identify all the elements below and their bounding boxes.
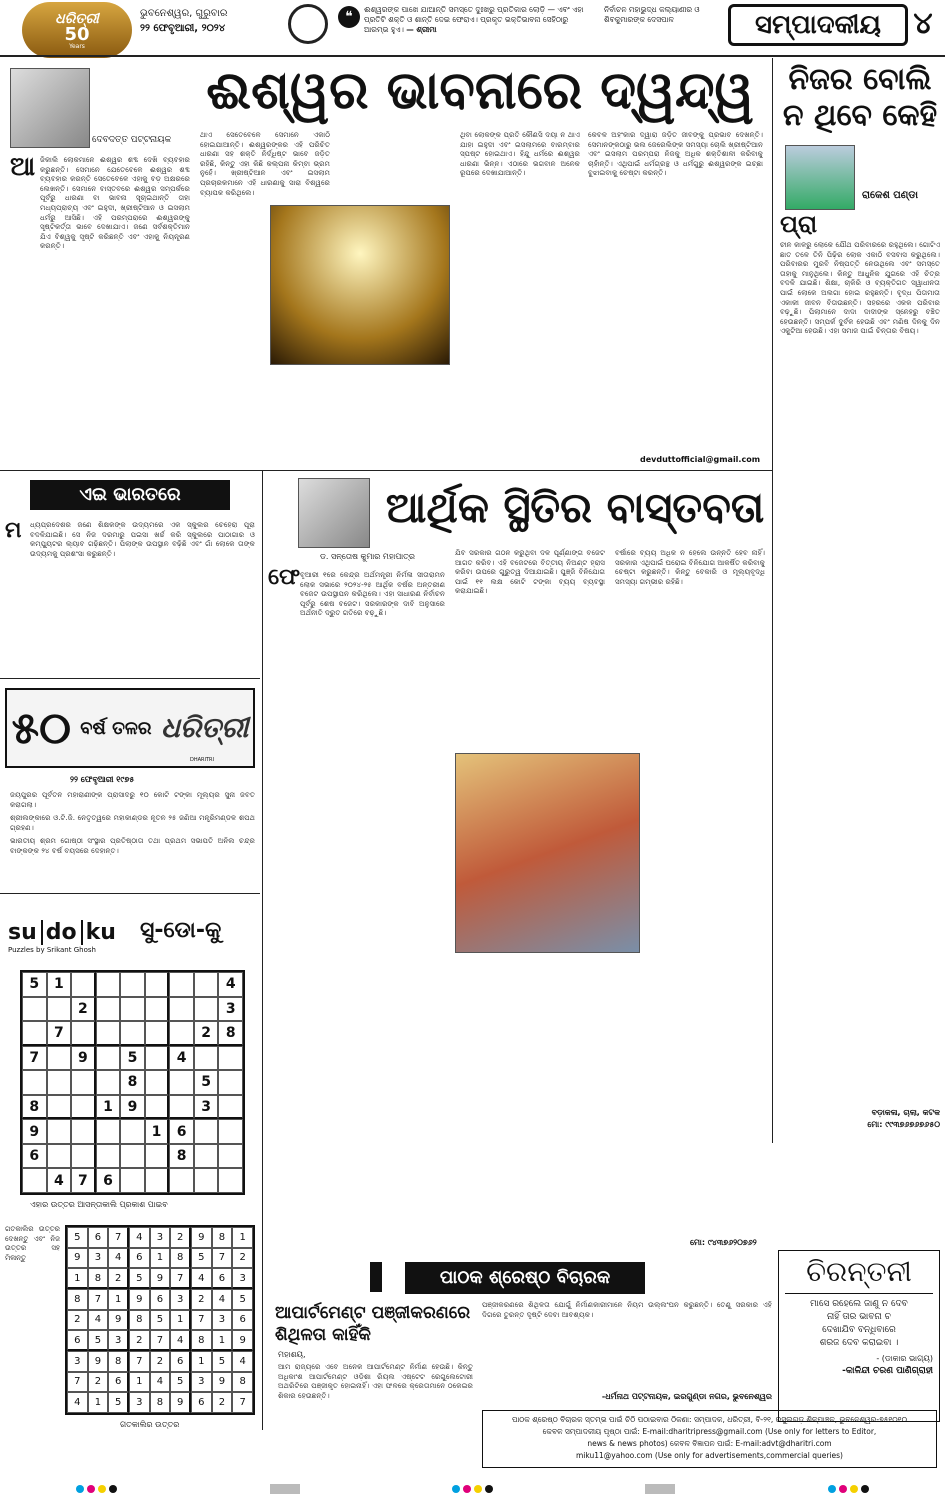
solution-cell: 9 xyxy=(88,1351,109,1372)
sudoku-cell[interactable] xyxy=(71,1070,96,1095)
solution-cell: 5 xyxy=(129,1268,150,1289)
sudoku-cell[interactable]: 8 xyxy=(22,1095,47,1120)
solution-cell: 9 xyxy=(170,1392,191,1413)
sudoku-cell[interactable]: 9 xyxy=(71,1046,96,1071)
solution-cell: 1 xyxy=(150,1248,171,1269)
sudoku-cell[interactable] xyxy=(169,1095,194,1120)
sudoku-cell[interactable]: 8 xyxy=(218,1021,243,1046)
side-dropcap: ପ୍ରା xyxy=(780,210,818,238)
sudoku-answer-note: ଏହାର ଉତ୍ତର ଆସନ୍ତାକାଲି ପ୍ରକାଶ ପାଇବ xyxy=(30,1200,168,1209)
solution-cell: 2 xyxy=(170,1227,191,1248)
date: ୨୨ ଫେବୃଆରୀ, ୨୦୨୪ xyxy=(140,23,226,34)
sudoku-cell[interactable]: 2 xyxy=(71,997,96,1022)
india-box-title: ଏଇ ଭାରତରେ xyxy=(30,480,230,510)
sudoku-cell[interactable] xyxy=(194,1168,219,1193)
solution-cell: 2 xyxy=(88,1372,109,1393)
sudoku-cell[interactable]: 4 xyxy=(218,972,243,997)
solution-cell: 5 xyxy=(108,1392,129,1413)
economy-col-2: ଯିବ ସରକାର ଗଠନ କରୁଥିବା ଦଳ ପୂର୍ଣ୍ଣାଙ୍ଗ ବଜେଟ ଆଗତ କରିବ। ଏହି ବଜେଟରେ ବିତ୍ତୀୟ ନିଅଣ୍ଟ ହ୍ରାସ କରିବା ଉପରେ ଗୁରୁତ୍ୱ ଦିଆଯାଇଛି। ପୁଞ୍ଜି ବିନିଯୋଗ ପାଇଁ ୧୧ ଲକ୍ଷ କୋଟି ଟଙ୍କା ବ୍ୟୟ ବ୍ୟବସ୍ଥା କରାଯାଇଛି। xyxy=(455,548,605,596)
solution-cell: 3 xyxy=(150,1227,171,1248)
sudoku-cell[interactable]: 1 xyxy=(96,1095,121,1120)
sudoku-cell[interactable]: 5 xyxy=(120,1046,145,1071)
solution-cell: 4 xyxy=(191,1268,212,1289)
sudoku-cell[interactable]: 9 xyxy=(22,1119,47,1144)
sudoku-ku: ku xyxy=(81,920,116,945)
sudoku-cell[interactable] xyxy=(22,1021,47,1046)
sudoku-cell[interactable] xyxy=(96,972,121,997)
sudoku-cell[interactable] xyxy=(96,1070,121,1095)
chintani-author: -କାଳିନ୍ଦୀ ଚରଣ ପାଣିଗ୍ରାହୀ xyxy=(842,1366,933,1376)
solution-cell: 7 xyxy=(170,1268,191,1289)
chintani-source: - (ଡାକାର ଭାଗ୍ୟ) xyxy=(876,1354,933,1363)
page-number: ୪ xyxy=(913,6,933,41)
sudoku-solution-side: ଗତକାଲିର ଉତ୍ତର ଦେଖନ୍ତୁ ଏବଂ ନିଜ ଉତ୍ତର ସହ ମିଳାନ୍ତୁ xyxy=(5,1225,60,1262)
economy-author: ଡ. ସନ୍ତୋଷ କୁମାର ମହାପାତ୍ର xyxy=(320,552,415,561)
sudoku-cell[interactable] xyxy=(145,1144,170,1169)
solution-cell: 3 xyxy=(129,1392,150,1413)
solution-cell: 3 xyxy=(191,1372,212,1393)
side-headline xyxy=(780,62,940,134)
rupee-coin-photo xyxy=(455,753,640,953)
gray-mark xyxy=(270,1484,300,1494)
sudoku-cell[interactable] xyxy=(218,1095,243,1120)
solution-cell: 9 xyxy=(232,1330,253,1351)
sudoku-cell[interactable]: 7 xyxy=(71,1168,96,1193)
solution-cell: 1 xyxy=(191,1351,212,1372)
sudoku-cell[interactable] xyxy=(169,972,194,997)
main-col-4: କେବଳ ଅହଂକାର ଦ୍ୱାରା ଜଡ଼ିତ ଜୀବଙ୍କୁ ପ୍ରଭାବ ଦେଖନ୍ତି। ସେମାନଙ୍କଠାରୁ ଭଲ ଜେରେଲିଙ୍କ ସମସ୍ୟା ଚୋଲି ଖ୍ରୀଷ୍ଟିଆନ ଏବଂ ଇସଲାମ ପରମ୍ପରା ନିଜକୁ ଅଧିକ ଶକ୍ତିଶାଳୀ କରିବାକୁ ଚାହାଁନ୍ତି। ଏଥିପାଇଁ ଧର୍ମଗ୍ରନ୍ଥ ଓ ଧର୍ମଗୁରୁ ଈଶ୍ୱରଙ୍କ ଇଚ୍ଛା ବୁଝାଇବାକୁ ଚେଷ୍ଟା କରନ୍ତି। xyxy=(588,130,763,178)
solution-cell: 9 xyxy=(108,1310,129,1331)
sudoku-do: do xyxy=(41,920,77,945)
left-column-divider xyxy=(262,470,263,1430)
economy-col-2b xyxy=(455,960,605,1235)
chintani-line: ମାସେ ରହେଲେ ଜାଣୁ ନ ଦେବ xyxy=(810,1299,908,1309)
sudoku-cell[interactable]: 9 xyxy=(120,1095,145,1120)
side-headline-line1: ନିଜର ବୋଲି xyxy=(788,62,932,97)
solution-cell: 6 xyxy=(191,1392,212,1413)
economy-author-photo xyxy=(298,478,370,548)
solution-cell: 2 xyxy=(232,1248,253,1269)
solution-cell: 3 xyxy=(212,1310,233,1331)
logo-name: ଧରିତ୍ରୀ xyxy=(55,10,99,27)
sudoku-cell[interactable]: 8 xyxy=(120,1070,145,1095)
fifty-brand: ଧରିତ୍ରୀ xyxy=(160,711,249,744)
quote-author: — ଶ୍ରୀମା xyxy=(406,25,437,34)
fifty-years-banner xyxy=(5,688,255,768)
contact-line4: miku11@yahoo.com (Use only for advertisements,commercial queries) xyxy=(575,1451,843,1460)
solution-cell: 1 xyxy=(232,1227,253,1248)
sudoku-cell[interactable] xyxy=(218,1168,243,1193)
fifty-date: ୨୨ ଫେବୃଆରୀ ୧୯୭୫ xyxy=(70,775,135,784)
sudoku-cell[interactable]: 3 xyxy=(218,997,243,1022)
solution-cell: 5 xyxy=(170,1372,191,1393)
solution-cell: 9 xyxy=(129,1289,150,1310)
side-body: ଚୀନ କାଳରୁ ଲୋକେ ଯୌଥ ପରିବାରରେ ରହୁଥିଲେ। ଗୋଟିଏ ଛାତ ତଳେ ତିନି ପିଢ଼ିର ଲୋକ ଏକାଠି ବସବାସ କରୁଥିଲେ। ପରିବାରର ମୁରବି ନିଷ୍ପତ୍ତି ନେଉଥିଲେ ଏବଂ ସମସ୍ତେ ତାହାକୁ ମାନୁଥିଲେ। କିନ୍ତୁ ଆଧୁନିକ ଯୁଗରେ ଏହି ଚିତ୍ର ବଦଳି ଯାଇଛି। ଶିକ୍ଷା, ଚାକିରି ଓ ବ୍ୟକ୍ତିଗତ ସ୍ୱାଧୀନତା ପାଇଁ ଲୋକେ ଅଲଗା ହୋଇ ରହୁଛନ୍ତି। ବୃଦ୍ଧ ପିତାମାତା ଏକାକୀ ଜୀବନ ବିତାଉଛନ୍ତି। ସହରରେ ଏକକ ପରିବାର ବଢ଼ୁଛି। ପିଲାମାନେ ଦାଦା ଦାଦୀଙ୍କ ସ୍ନେହରୁ ବଞ୍ଚିତ ହେଉଛନ୍ତି। ସମ୍ପର୍କ ଦୁର୍ବଳ ହେଉଛି ଏବଂ ମଣିଷ ଦିନକୁ ଦିନ ଏକୁଟିଆ ହେଉଛି। ଏହା ସମାଜ ପାଇଁ ଚିନ୍ତାର ବିଷୟ। xyxy=(780,240,940,336)
sudoku-cell[interactable] xyxy=(194,1119,219,1144)
sudoku-cell[interactable]: 8 xyxy=(169,1144,194,1169)
economy-headline: ଆର୍ଥିକ ସ୍ଥିତିର ବାସ୍ତବତା xyxy=(385,483,765,532)
sudoku-cell[interactable] xyxy=(169,1021,194,1046)
sudoku-cell[interactable] xyxy=(145,1046,170,1071)
sudoku-cell[interactable] xyxy=(120,1021,145,1046)
sudoku-cell[interactable] xyxy=(96,1021,121,1046)
logo-sub: Years xyxy=(69,42,85,50)
contact-line2: କେବଳ ସମ୍ପାଦକୀୟ ପୃଷ୍ଠା ପାଇଁ: E-mail:dharitripress@gmail.com (Use only for letters to Editor, xyxy=(542,1427,877,1436)
reader-body-right: ପଞ୍ଜୀକରଣରେ ଶିଥିଳତା ଯୋଗୁଁ ନିର୍ମାଣକାରୀମାନେ ନିୟମ ଉଲ୍ଲଂଘନ କରୁଛନ୍ତି। ତେଣୁ ସରକାର ଏହି ଦିଗରେ ତୁରନ୍ତ ଦୃଷ୍ଟି ଦେବା ଆବଶ୍ୟକ। xyxy=(482,1300,772,1319)
solution-cell: 7 xyxy=(88,1289,109,1310)
fifty-item: ଜୟପୁରର ପୂର୍ବତନ ମହାରାଣୀଙ୍କ ପ୍ରାସାଦରୁ ୧୦ କୋଟି ଟଙ୍କା ମୂଲ୍ୟର ସୁନା ଜବତ କରାଗଲା। xyxy=(10,790,255,809)
chintani-line: ନାହିଁ ତାର ଭାବନା ଚ xyxy=(827,1312,891,1322)
solution-cell: 6 xyxy=(67,1330,88,1351)
contact-line1: ପାଠକ ଶ୍ରେଷ୍ଠ ବିଚାରକ ସ୍ତମ୍ଭ ପାଇଁ ଚିଠି ପଠାଇବାର ଠିକଣା: ସମ୍ପାଦକ, ଧରିତ୍ରୀ, ବି-୨୧, ରସୁଲଗଡ଼ ଶିଳ୍ପାଞ୍ଚଳ, ଭୁବନେଶ୍ୱର-୭୫୧୦୧୦ xyxy=(511,1415,908,1424)
konark-wheel-icon xyxy=(288,4,328,44)
solution-cell: 2 xyxy=(191,1289,212,1310)
sudoku-cell[interactable] xyxy=(120,1168,145,1193)
sudoku-cell[interactable] xyxy=(96,1119,121,1144)
solution-cell: 2 xyxy=(108,1268,129,1289)
sudoku-brand xyxy=(8,920,116,945)
solution-cell: 8 xyxy=(88,1268,109,1289)
solution-cell: 3 xyxy=(108,1330,129,1351)
sudoku-cell[interactable] xyxy=(145,972,170,997)
masthead-sidenote: ନିର୍ବାଚନ ମହାଭୁଦ୍ଧ କଲ୍ୟାଣୀର ଓ ଶିବକୁମାରଙ୍କ ଦେସପାଳ xyxy=(604,5,700,24)
sudoku-cell[interactable] xyxy=(47,1046,72,1071)
solution-cell: 5 xyxy=(88,1330,109,1351)
book-light-photo xyxy=(270,205,450,365)
solution-cell: 1 xyxy=(67,1268,88,1289)
sudoku-cell[interactable]: 7 xyxy=(47,1021,72,1046)
solution-cell: 2 xyxy=(129,1330,150,1351)
solution-cell: 5 xyxy=(150,1310,171,1331)
sudoku-cell[interactable]: 6 xyxy=(96,1168,121,1193)
sudoku-cell[interactable] xyxy=(120,997,145,1022)
solution-cell: 4 xyxy=(232,1351,253,1372)
section-divider xyxy=(0,470,772,471)
main-dropcap: ଆ xyxy=(10,152,36,182)
sudoku-cell[interactable] xyxy=(145,1070,170,1095)
chintani-title: ଚିରନ୍ତନୀ xyxy=(806,1255,912,1288)
solution-cell: 6 xyxy=(108,1372,129,1393)
dharitri-logo xyxy=(22,2,132,58)
reader-salutation: ମହାଶୟ, xyxy=(278,1350,306,1359)
sudoku-cell[interactable]: 5 xyxy=(22,972,47,997)
economy-phone: ମୋ: ୯୪୩୭୬୨୦୭୬୨ xyxy=(690,1238,757,1247)
chintani-box xyxy=(778,1250,940,1422)
reader-banner: ପାଠକ ଶ୍ରେଷ୍ଠ ବିଚାରକ xyxy=(405,1262,645,1294)
solution-cell: 4 xyxy=(88,1310,109,1331)
sudoku-cell[interactable] xyxy=(218,1119,243,1144)
sudoku-cell[interactable]: 1 xyxy=(47,972,72,997)
sudoku-cell[interactable] xyxy=(47,1119,72,1144)
solution-cell: 7 xyxy=(212,1248,233,1269)
solution-cell: 1 xyxy=(108,1289,129,1310)
solution-cell: 4 xyxy=(170,1330,191,1351)
solution-cell: 5 xyxy=(232,1289,253,1310)
main-col-1: ଜିକାଲି ଲୋକମାନେ ଈଶ୍ୱର ଶବ୍ଦ ଦେଖି ବ୍ୟବହାର କରୁଛନ୍ତି। ସେମାନେ ଯେତେବେଳେ ଈଶ୍ୱର ଶବ୍ଦ ବ୍ୟବହାର କରନ୍ତି ସେତେବେଳେ ଏହାକୁ ବଡ଼ ଅକ୍ଷରରେ ଲେଖନ୍ତି। ସେମାନେ ବାସ୍ତବରେ ଈଶ୍ୱର ସମ୍ପର୍କରେ ପୂର୍ବରୁ ଧାରଣା ବା ଭାବନା ସୂଚାଇଥାନ୍ତି ତାହା ମଧ୍ୟପ୍ରାଚ୍ୟ ଏବଂ ଇହୁଦୀ, ଖ୍ରୀଷ୍ଟିଆନ ଓ ଇସଲାମ ଧର୍ମରୁ ଆସିଛି। ଏହି ପରମ୍ପରାରେ ଈଶ୍ୱରଙ୍କୁ ସୃଷ୍ଟିକର୍ତ୍ତା ଭାବେ ଦେଖାଯାଏ। ଜଣେ ସର୍ବଶକ୍ତିମାନ ଯିଏ ବିଶ୍ୱକୁ ସୃଷ୍ଟି କରିଛନ୍ତି ଏବଂ ଏହାକୁ ନିୟନ୍ତ୍ରଣ କରନ୍ତି। xyxy=(40,155,190,251)
solution-cell: 6 xyxy=(170,1351,191,1372)
solution-cell: 2 xyxy=(212,1392,233,1413)
quote-text: ଈଶ୍ୱରଙ୍କ ପାଖେ ଯାଆନ୍ତି ସମସ୍ତେ ଦୁଃଖରୁ ପ୍ରତିକାର ଲୋଡ଼ି — ଏବଂ ଏହା ପ୍ରତିଟି ଶକ୍ତି ଓ ଶାନ୍ତି ଦେଇ ଫେରାଏ। ପ୍ରକୃତ ଭକ୍ତିଭାବନା ସେହିଠାରୁ ଆରମ୍ଭ ହୁଏ। xyxy=(364,5,584,34)
solution-cell: 3 xyxy=(67,1351,88,1372)
fifty-brand-en: DHARITRI xyxy=(190,757,214,763)
sudoku-cell[interactable] xyxy=(47,1095,72,1120)
sudoku-title-or: ସୁ-ଡୋ-କୁ xyxy=(140,918,222,943)
sudoku-by: Puzzles by Srikant Ghosh xyxy=(8,946,96,954)
sudoku-cell[interactable] xyxy=(145,1021,170,1046)
sudoku-cell[interactable] xyxy=(120,1144,145,1169)
solution-cell: 8 xyxy=(212,1227,233,1248)
solution-cell: 3 xyxy=(232,1268,253,1289)
solution-label: ଗତକାଲିର ଉତ୍ତର xyxy=(120,1420,180,1429)
solution-cell: 7 xyxy=(67,1372,88,1393)
side-phone: ମୋ: ୯୯୩୭୬୭୬୭୬୫୦ xyxy=(867,1120,940,1129)
solution-cell: 6 xyxy=(129,1248,150,1269)
sudoku-cell[interactable]: 4 xyxy=(47,1168,72,1193)
solution-cell: 9 xyxy=(212,1372,233,1393)
reader-body-left: ଆମ ରାଜ୍ୟରେ ଏବେ ଅନେକ ଆପାର୍ଟମେଣ୍ଟ ନିର୍ମାଣ ହେଉଛି। କିନ୍ତୁ ଅଧିକାଂଶ ଆପାର୍ଟମେଣ୍ଟ ଓଡ଼ିଶା ରିୟଲ ଏଷ୍ଟେଟ ରେଗୁଲେଟୋରୀ ଅଥରିଟିରେ ପଞ୍ଜୀକୃତ ହୋଇନାହିଁ। ଏହା ଫଳରେ କ୍ରେତାମାନେ ଠକେଇର ଶିକାର ହେଉଛନ୍ତି। xyxy=(278,1362,473,1400)
solution-cell: 1 xyxy=(129,1372,150,1393)
side-author: ରାକେଶ ପଣ୍ଡା xyxy=(862,190,919,201)
sudoku-cell[interactable] xyxy=(120,972,145,997)
solution-cell: 5 xyxy=(191,1248,212,1269)
solution-cell: 8 xyxy=(129,1310,150,1331)
sudoku-cell[interactable] xyxy=(169,997,194,1022)
solution-cell: 9 xyxy=(191,1227,212,1248)
solution-cell: 9 xyxy=(67,1248,88,1269)
daily-quote xyxy=(364,5,594,35)
sudoku-su: su xyxy=(8,920,37,945)
fifty-item: ଶ୍ରୀଲଙ୍କାରେ ଓ.ଟି.ଜି. ନେତୃତ୍ୱରେ ମହାକାଣ୍ଡର ନୂତନ ୨୫ ଜଣିଆ ମନ୍ତ୍ରିମଣ୍ଡଳ ଶପଥ ଗ୍ରହଣ। xyxy=(10,813,255,832)
reader-signature: -ଧର୍ମନାଥ ପଟ୍ଟନାୟକ, ଇରଗୁଣ୍ଡା ନଗର, ଭୁବନେଶ୍ୱର xyxy=(601,1392,772,1401)
sudoku-cell[interactable] xyxy=(145,997,170,1022)
sudoku-cell[interactable] xyxy=(22,1168,47,1193)
logo-years: 50 xyxy=(64,23,90,45)
color-marks xyxy=(76,1485,117,1493)
sudoku-cell[interactable]: 6 xyxy=(22,1144,47,1169)
sudoku-cell[interactable] xyxy=(47,997,72,1022)
print-registration-bar xyxy=(0,1480,945,1498)
sudoku-cell[interactable]: 5 xyxy=(194,1070,219,1095)
sudoku-cell[interactable] xyxy=(22,1070,47,1095)
solution-cell: 9 xyxy=(150,1268,171,1289)
fifty-divider xyxy=(0,893,260,894)
fifty-number: ୫୦ xyxy=(11,702,71,754)
sudoku-cell[interactable] xyxy=(71,1021,96,1046)
sudoku-cell[interactable] xyxy=(71,1144,96,1169)
sudoku-cell[interactable] xyxy=(96,1144,121,1169)
solution-cell: 2 xyxy=(150,1351,171,1372)
sudoku-cell[interactable] xyxy=(218,1070,243,1095)
sudoku-solution-grid xyxy=(65,1225,255,1415)
india-dropcap: ମ xyxy=(5,518,22,543)
solution-cell: 7 xyxy=(108,1227,129,1248)
india-box-body: ଧ୍ୟପ୍ରଦେଶର ଜଣେ ଶିକ୍ଷକଙ୍କ ଉଦ୍ୟମରେ ଏକ ସ୍କୁଲର ଚେହେରା ପୂରା ବଦଳିଯାଇଛି। ସେ ନିଜ ଦରମାରୁ ପଇସା ଖର୍ଚ୍ଚ କରି ସ୍କୁଲରେ ପାଠାଗାର ଓ କମ୍ପ୍ୟୁଟର ଲ୍ୟାବ ଗଢ଼ିଛନ୍ତି। ପିଲାଙ୍କ ଉପସ୍ଥାନ ବଢ଼ିଛି ଏବଂ ଗାଁ ଲୋକେ ତାଙ୍କ ଉଦ୍ୟମକୁ ପ୍ରଶଂସା କରୁଛନ୍ତି। xyxy=(30,520,255,558)
masthead-divider xyxy=(0,55,945,57)
sudoku-cell[interactable]: 6 xyxy=(169,1119,194,1144)
main-author: ଦେବଦତ୍ତ ପଟ୍ଟନାୟକ xyxy=(92,135,172,145)
solution-cell: 5 xyxy=(67,1227,88,1248)
sudoku-cell[interactable] xyxy=(169,1070,194,1095)
quote-icon: ❝ xyxy=(338,6,360,28)
india-divider xyxy=(0,678,260,679)
solution-cell: 7 xyxy=(232,1392,253,1413)
reader-headline xyxy=(275,1302,475,1346)
economy-col-1: ବୃଆରୀ ୧ରେ କେନ୍ଦ୍ର ଅର୍ଥମନ୍ତ୍ରୀ ନିର୍ମଳା ସୀତାରାମନ ଲୋକ ସଭାରେ ୨୦୨୪-୨୫ ଆର୍ଥିକ ବର୍ଷର ଅନ୍ତରୀଣ ବଜେଟ ଉପସ୍ଥାପନ କରିଥିଲେ। ଏହା ସାଧାରଣ ନିର୍ବାଚନ ପୂର୍ବରୁ ଶେଷ ବଜେଟ। ସରକାରଙ୍କ ଦାବି ଅନୁସାରେ ଅର୍ଥନୀତି ଦ୍ରୁତ ଗତିରେ ବଢ଼ୁଛି। xyxy=(300,570,445,618)
fifty-items xyxy=(10,790,255,890)
dateline xyxy=(140,6,260,36)
solution-cell: 7 xyxy=(129,1351,150,1372)
reader-headline-line2: ଶିଥିଳତା କାହିଁକି xyxy=(275,1325,371,1345)
fifty-text: ବର୍ଷ ତଳର xyxy=(80,717,152,739)
solution-cell: 6 xyxy=(88,1227,109,1248)
solution-cell: 7 xyxy=(191,1310,212,1331)
solution-cell: 1 xyxy=(170,1310,191,1331)
sudoku-cell[interactable] xyxy=(145,1095,170,1120)
solution-cell: 8 xyxy=(108,1351,129,1372)
city-day: ଭୁବନେଶ୍ୱର, ଗୁରୁବାର xyxy=(140,8,228,19)
economy-col-3: ବର୍ଷାରେ ବ୍ୟୟ ଅଧିକ ନ ହେଲେ ଉନ୍ନତି ହେବ ନାହିଁ। ସରକାର ଏଥିପାଇଁ ଘରୋଇ ବିନିଯୋଗ ଆକର୍ଷିତ କରିବାକୁ ଚେଷ୍ଟା କରୁଛନ୍ତି। କିନ୍ତୁ ବେକାରି ଓ ମୂଲ୍ୟବୃଦ୍ଧି ସମସ୍ୟା ଗମ୍ଭୀର ରହିଛି। xyxy=(615,548,765,586)
chintani-line: ଶରଜ ଦେବ କରାଇବା । xyxy=(819,1338,899,1348)
chintani-line: ଦେଖାଯିବ ବନ୍ଧିବାରେ xyxy=(822,1325,896,1335)
solution-cell: 8 xyxy=(150,1392,171,1413)
main-email: devduttofficial@gmail.com xyxy=(640,455,761,464)
fifty-item: ଭାରତୀୟ ଶ୍ରମ ଗୋଷ୍ଠୀ ସଂସ୍ଥାର ପ୍ରତିଷ୍ଠାତା ତଥା ପ୍ରଥମ ସଭାପତି ଅନିଲ ଚନ୍ଦ୍ର ବାଙ୍କଙ୍କ ୨୪ ବର୍ଷ ବୟସରେ ଦେହାନ୍ତ। xyxy=(10,836,255,855)
solution-cell: 4 xyxy=(150,1372,171,1393)
solution-cell: 8 xyxy=(191,1330,212,1351)
sudoku-cell[interactable]: 4 xyxy=(169,1046,194,1071)
main-col-2: ଥାଏ ସେତେବେଳେ ସେମାନେ ଏକାଠି ହୋଇଯାଆନ୍ତି। ଈଶ୍ୱରଙ୍କର ଏହି ପରିଚିତ ଧାରଣା ସହ ଶକ୍ତି ନିର୍ଦ୍ଧିଷ୍ଟ ଭାବେ ଜଡ଼ିତ ରହିଛି, କିନ୍ତୁ ଏହା କିଛି କଲ୍ପନା କିମ୍ବା ଭ୍ରମ ନୁହେଁ। ଖ୍ରୀଷ୍ଟିଆନ ଏବଂ ଇସଲାମ ପ୍ରଚାରକମାନେ ଏହି ଧାରଣାକୁ ସାରା ବିଶ୍ୱରେ ବ୍ୟାପକ କରିଥିଲେ। xyxy=(200,130,330,197)
sudoku-cell[interactable] xyxy=(145,1168,170,1193)
chintani-lines xyxy=(779,1298,939,1350)
contact-line3: news & news photos) କେବଳ ବିଜ୍ଞାପନ ପାଇଁ: E-mail:advt@dharitri.com xyxy=(587,1439,832,1448)
solution-cell: 3 xyxy=(170,1289,191,1310)
sudoku-cell[interactable] xyxy=(169,1168,194,1193)
solution-cell: 6 xyxy=(150,1289,171,1310)
main-col-3: ଥିବା ଲୋକଙ୍କ ପ୍ରତି କୌଣସି ଦୟା ନ ଥାଏ ଯାହା ଇହୁଦୀ ଏବଂ ଇସଲାମରେ ବାରମ୍ବାର ସ୍ପଷ୍ଟ ହୋଇଥାଏ। ହିନ୍ଦୁ ଧର୍ମରେ ଈଶ୍ୱର ଧାରଣା ଭିନ୍ନ। ଏଠାରେ ଭଗବାନ ଅନେକ ରୂପରେ ଦେଖାଯାଆନ୍ତି। xyxy=(460,130,580,178)
sudoku-cell[interactable] xyxy=(218,1046,243,1071)
solution-cell: 5 xyxy=(212,1351,233,1372)
right-column-divider xyxy=(772,58,773,1143)
sudoku-cell[interactable] xyxy=(47,1144,72,1169)
solution-cell: 8 xyxy=(67,1289,88,1310)
sudoku-cell[interactable]: 1 xyxy=(145,1119,170,1144)
side-author-photo xyxy=(785,145,855,210)
side-headline-line2: ନ ଥିବେ କେହି xyxy=(782,98,938,133)
solution-cell: 6 xyxy=(212,1268,233,1289)
sudoku-cell[interactable] xyxy=(194,1144,219,1169)
main-headline: ଈଶ୍ୱର ଭାବନାରେ ଦ୍ୱନ୍ଦ୍ୱ xyxy=(206,61,754,121)
sudoku-cell[interactable]: 3 xyxy=(194,1095,219,1120)
sudoku-cell[interactable] xyxy=(194,997,219,1022)
solution-cell: 4 xyxy=(67,1392,88,1413)
solution-cell: 7 xyxy=(150,1330,171,1351)
solution-cell: 8 xyxy=(170,1248,191,1269)
sudoku-cell[interactable]: 7 xyxy=(22,1046,47,1071)
solution-cell: 8 xyxy=(232,1372,253,1393)
sudoku-cell[interactable]: 2 xyxy=(194,1021,219,1046)
solution-cell: 1 xyxy=(212,1330,233,1351)
sudoku-cell[interactable] xyxy=(218,1144,243,1169)
sudoku-cell[interactable] xyxy=(22,997,47,1022)
sudoku-cell[interactable] xyxy=(96,997,121,1022)
color-marks xyxy=(452,1485,493,1493)
solution-cell: 2 xyxy=(67,1310,88,1331)
sudoku-cell[interactable] xyxy=(71,1119,96,1144)
sudoku-cell[interactable] xyxy=(47,1070,72,1095)
sudoku-cell[interactable] xyxy=(194,1046,219,1071)
section-title: ସମ୍ପାଦକୀୟ xyxy=(728,4,908,46)
sudoku-grid[interactable] xyxy=(20,970,245,1195)
sudoku-cell[interactable] xyxy=(96,1046,121,1071)
sudoku-cell[interactable] xyxy=(120,1119,145,1144)
contact-box xyxy=(482,1410,937,1468)
solution-cell: 4 xyxy=(129,1227,150,1248)
author-photo xyxy=(10,68,90,148)
solution-cell: 1 xyxy=(88,1392,109,1413)
color-marks xyxy=(828,1485,869,1493)
gray-mark xyxy=(645,1484,675,1494)
solution-cell: 4 xyxy=(108,1248,129,1269)
side-signature: ବଡ଼ାକଳା, ଚାଲା, କଟକ xyxy=(871,1108,940,1117)
reader-banner-accent xyxy=(370,1262,382,1292)
sudoku-cell[interactable] xyxy=(194,972,219,997)
reader-headline-line1: ଆପାର୍ଟମେଣ୍ଟ ପଞ୍ଜୀକରଣରେ xyxy=(275,1303,471,1323)
economy-dropcap: ଫେ xyxy=(268,565,301,590)
solution-cell: 3 xyxy=(88,1248,109,1269)
solution-cell: 4 xyxy=(212,1289,233,1310)
sudoku-cell[interactable] xyxy=(71,972,96,997)
solution-cell: 6 xyxy=(232,1310,253,1331)
sudoku-cell[interactable] xyxy=(71,1095,96,1120)
